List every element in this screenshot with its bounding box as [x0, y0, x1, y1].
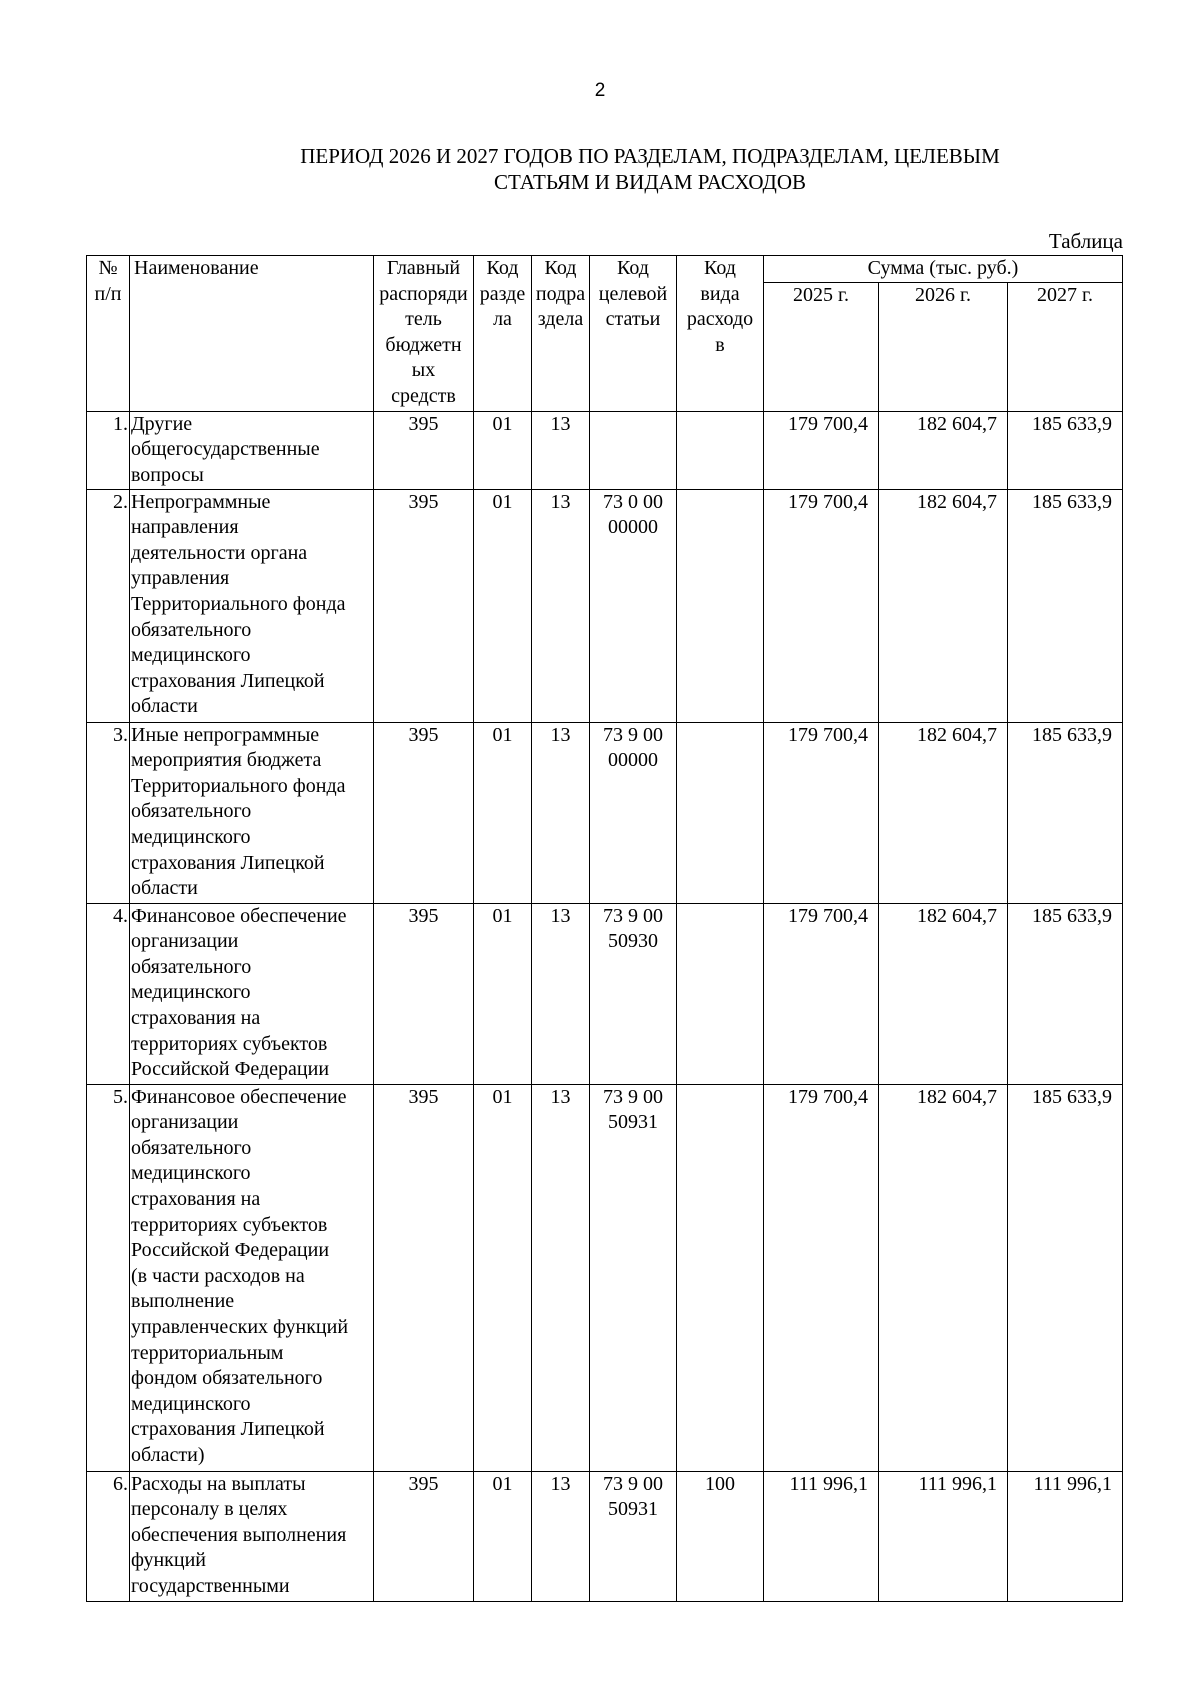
row-sum-2025: 179 700,4: [764, 1084, 879, 1471]
budget-table: [86, 255, 1123, 1602]
row-sum-2027: 185 633,9: [1008, 489, 1123, 722]
table-row: [87, 1084, 1123, 1471]
document-heading: [200, 143, 1100, 195]
row-target: 73 9 00 50931: [590, 1471, 677, 1601]
row-subsection: 13: [532, 1084, 590, 1471]
header-year-2027: 2027 г.: [1008, 282, 1123, 411]
row-target: 73 9 00 50930: [590, 903, 677, 1084]
row-name: Расходы на выплаты персоналу в целях обеспечения выполнения функций государственными: [130, 1471, 374, 1601]
row-sum-2026: 182 604,7: [879, 1084, 1008, 1471]
row-expense-type: [677, 411, 764, 489]
row-expense-type: [677, 489, 764, 722]
row-sum-2025: 179 700,4: [764, 903, 879, 1084]
row-target: 73 0 00 00000: [590, 489, 677, 722]
table-row: [87, 489, 1123, 722]
row-num: 4.: [87, 903, 130, 1084]
row-name: Иные непрограммные мероприятия бюджета Территориального фонда обязательного медицинского страхования Липецкой области: [130, 722, 374, 903]
heading-line-2: СТАТЬЯМ И ВИДАМ РАСХОДОВ: [493, 170, 807, 194]
row-num: 3.: [87, 722, 130, 903]
header-section: Код разде ла: [474, 256, 532, 412]
row-sum-2025: 179 700,4: [764, 722, 879, 903]
table-row: [87, 1471, 1123, 1601]
header-year-2026: 2026 г.: [879, 282, 1008, 411]
row-expense-type: 100: [677, 1471, 764, 1601]
row-num: 5.: [87, 1084, 130, 1471]
row-section: 01: [474, 411, 532, 489]
row-target: 73 9 00 50931: [590, 1084, 677, 1471]
row-manager: 395: [374, 903, 474, 1084]
table-row: [87, 411, 1123, 489]
row-section: 01: [474, 903, 532, 1084]
row-section: 01: [474, 722, 532, 903]
header-target: Код целевой статьи: [590, 256, 677, 412]
row-num: 6.: [87, 1471, 130, 1601]
row-subsection: 13: [532, 903, 590, 1084]
row-manager: 395: [374, 1471, 474, 1601]
row-subsection: 13: [532, 722, 590, 903]
row-name: Непрограммные направления деятельности органа управления Территориального фонда обязательного медицинского страхования Липецкой области: [130, 489, 374, 722]
row-section: 01: [474, 1471, 532, 1601]
header-row-1: [87, 256, 1123, 283]
row-sum-2027: 185 633,9: [1008, 411, 1123, 489]
row-subsection: 13: [532, 1471, 590, 1601]
row-manager: 395: [374, 489, 474, 722]
row-expense-type: [677, 903, 764, 1084]
header-name: Наименование: [130, 256, 374, 412]
table-caption: Таблица: [1048, 229, 1123, 253]
row-target: 73 9 00 00000: [590, 722, 677, 903]
row-section: 01: [474, 1084, 532, 1471]
row-manager: 395: [374, 1084, 474, 1471]
page-number: 2: [594, 80, 606, 101]
header-year-2025: 2025 г.: [764, 282, 879, 411]
row-sum-2026: 182 604,7: [879, 411, 1008, 489]
row-subsection: 13: [532, 411, 590, 489]
row-sum-2027: 185 633,9: [1008, 903, 1123, 1084]
row-sum-2026: 182 604,7: [879, 489, 1008, 722]
row-num: 2.: [87, 489, 130, 722]
row-subsection: 13: [532, 489, 590, 722]
table-body: [87, 411, 1123, 1601]
row-sum-2026: 111 996,1: [879, 1471, 1008, 1601]
table-row: [87, 722, 1123, 903]
table-header: [87, 256, 1123, 412]
row-name: Финансовое обеспечение организации обязательного медицинского страхования на территориях субъектов Российской Федерации (в части расходов на выполнение управленческих функций территориальным фондом обязательного медицинского страхования Липецкой области): [130, 1084, 374, 1471]
row-section: 01: [474, 489, 532, 722]
row-sum-2026: 182 604,7: [879, 903, 1008, 1084]
header-subsection: Код подра здела: [532, 256, 590, 412]
header-sum-group: Сумма (тыс. руб.): [764, 256, 1123, 283]
row-num: 1.: [87, 411, 130, 489]
table-row: [87, 903, 1123, 1084]
row-manager: 395: [374, 722, 474, 903]
row-target: [590, 411, 677, 489]
header-expense-type: Код вида расходо в: [677, 256, 764, 412]
row-name: Другие общегосударственные вопросы: [130, 411, 374, 489]
row-expense-type: [677, 1084, 764, 1471]
header-manager: Главный распоряди тель бюджетн ых средств: [374, 256, 474, 412]
row-sum-2027: 111 996,1: [1008, 1471, 1123, 1601]
row-sum-2025: 111 996,1: [764, 1471, 879, 1601]
heading-line-1: ПЕРИОД 2026 И 2027 ГОДОВ ПО РАЗДЕЛАМ, ПОДРАЗДЕЛАМ, ЦЕЛЕВЫМ: [300, 144, 1000, 168]
row-sum-2027: 185 633,9: [1008, 722, 1123, 903]
row-name: Финансовое обеспечение организации обязательного медицинского страхования на территориях субъектов Российской Федерации: [130, 903, 374, 1084]
row-sum-2027: 185 633,9: [1008, 1084, 1123, 1471]
row-sum-2026: 182 604,7: [879, 722, 1008, 903]
header-num: № п/п: [87, 256, 130, 412]
row-expense-type: [677, 722, 764, 903]
row-manager: 395: [374, 411, 474, 489]
row-sum-2025: 179 700,4: [764, 489, 879, 722]
row-sum-2025: 179 700,4: [764, 411, 879, 489]
